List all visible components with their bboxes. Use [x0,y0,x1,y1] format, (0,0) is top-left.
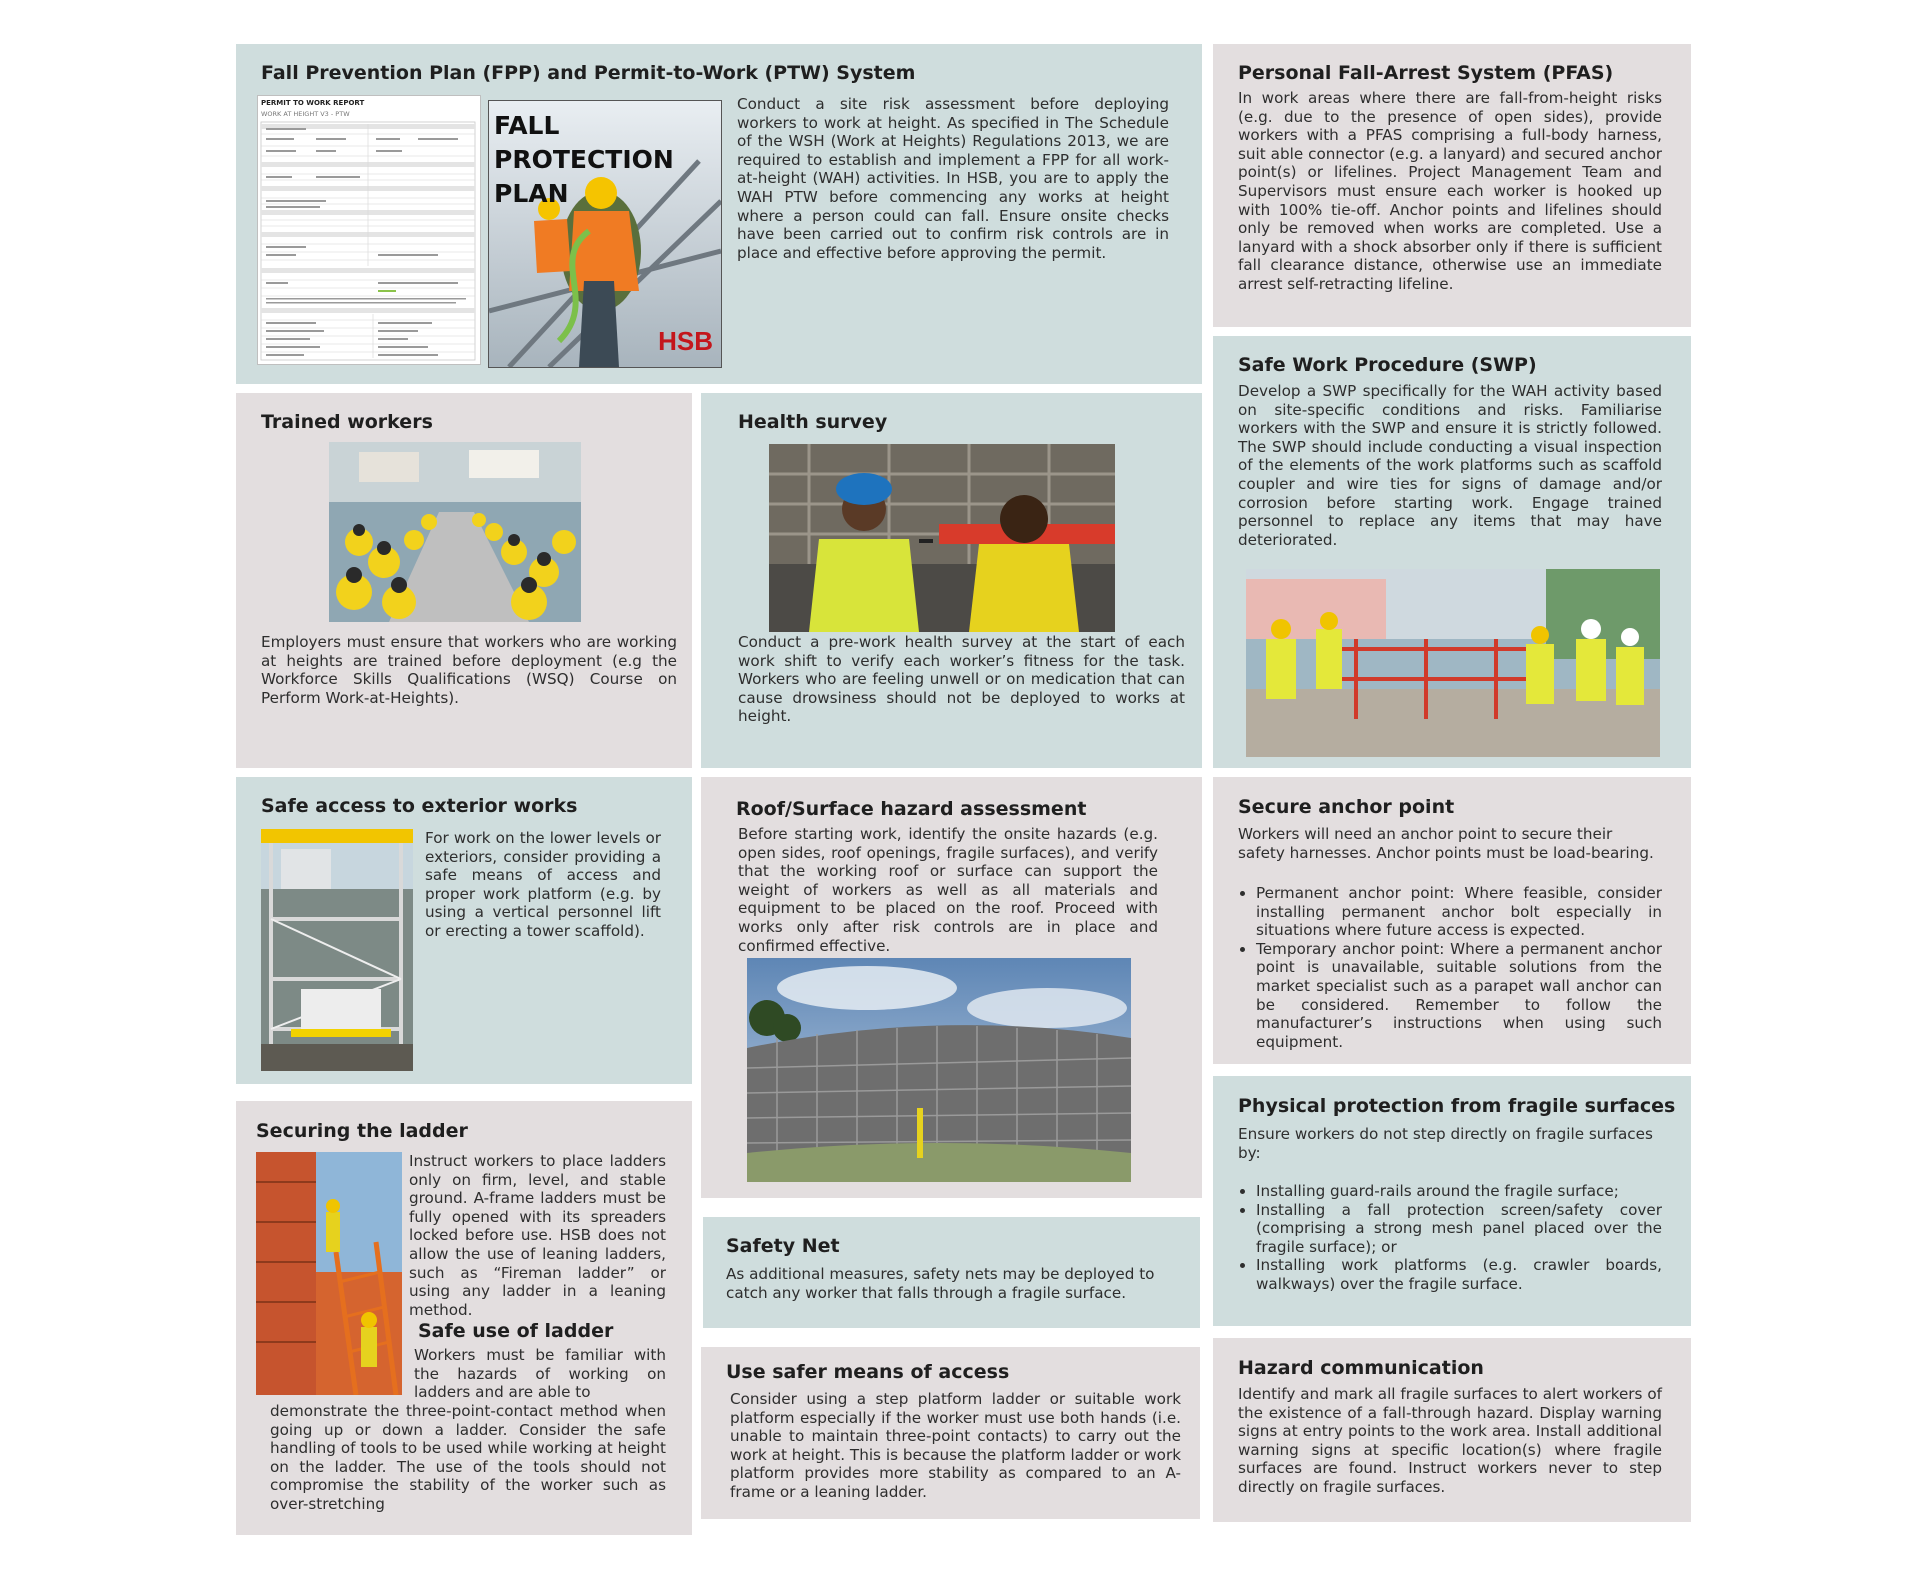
access-body: For work on the lower levels or exteriors, consider providing a safe means of access and proper work platform (e.g. by using a vertical personnel lift or erecting a tower scaffold). [425,829,661,940]
pfas-panel [1213,44,1691,327]
access-panel [236,777,692,1084]
anchor-list [1238,884,1662,1051]
pfas-title: Personal Fall-Arrest System (PFAS) [1238,62,1614,84]
safer-title: Use safer means of access [726,1361,1010,1383]
trained-title: Trained workers [261,411,433,433]
net-body: As additional measures, safety nets may be deployed to catch any worker that falls through a fragile surface. [726,1265,1155,1302]
roof-title: Roof/Surface hazard assessment [736,798,1087,820]
ladder-photo [256,1152,402,1395]
health-body: Conduct a pre-work health survey at the start of each work shift to verify each worker’s fitness for the task. Workers who are feeling unwell or on medication that can cause drowsiness should not be deployed to works at height. [738,633,1185,726]
list-item: • Installing work platforms (e.g. crawler boards, walkways) over the fragile surface. [1256,1256,1662,1293]
hazcom-body: Identify and mark all fragile surfaces to alert workers of the existence of a fall-through hazard. Display warning signs at entry points to the work area. Install additional warning signs at specific location(s) where fragile surfaces are found. Instruct workers never to step directly on fragile surfaces. [1238,1385,1662,1496]
net-title: Safety Net [726,1235,840,1257]
permit-report-form [258,120,480,364]
ladder-sub-body-b: demonstrate the three-point-contact method when going up or down a ladder. Consider the safe handling of tools to be used while working at height on the ladder. The use of the tools should not compromise the stability of the worker such as over-stretching [270,1402,666,1513]
fragile-intro: Ensure workers do not step directly on fragile surfaces by: [1238,1125,1653,1162]
permit-report-image [257,95,481,365]
health-survey-photo [769,444,1115,632]
trained-body: Employers must ensure that workers who are working at heights are trained before deployment (e.g the Workforce Skills Qualifications (WSQ) Course on Perform Work-at-Heights). [261,633,677,707]
ladder-subtitle: Safe use of ladder [418,1320,614,1342]
scaffold-inspection-photo [1246,569,1660,757]
health-panel [701,393,1202,768]
permit-report-subtitle: WORK AT HEIGHT V3 - PTW [261,110,350,118]
trained-panel [236,393,692,768]
net-panel [703,1217,1200,1328]
fpp-panel [236,44,1202,384]
safer-body: Consider using a step platform ladder or suitable work platform especially if the worker must use both hands (i.e. unable to maintain three-point contacts) to carry out the work at height. This is because the platform ladder or work platform provides more stability as compared to an A-frame or a leaning ladder. [730,1390,1181,1501]
fragile-panel [1213,1076,1691,1326]
fpp-title: Fall Prevention Plan (FPP) and Permit-to-Work (PTW) System [261,62,916,84]
ladder-panel [236,1101,692,1535]
pfas-body: In work areas where there are fall-from-height risks (e.g. due to the presence of open sides), provide workers with a PFAS comprising a full-body harness, suit able connector (e.g. a lanyard) and secured anchor point(s) or lifelines. Project Management Team and Supervisors must ensure each worker is hooked up with 100% tie-off. Anchor points and lifelines should only be removed when works are completed. Use a lanyard with a shock absorber only if there is sufficient fall clearance distance, otherwise use an immediate arrest self-retracting lifeline. [1238,89,1662,293]
swp-title: Safe Work Procedure (SWP) [1238,354,1537,376]
ladder-sub-body-a: Workers must be familiar with the hazards of working on ladders and are able to [414,1346,666,1402]
permit-report-title: PERMIT TO WORK REPORT [261,99,365,107]
cover-title: FALL PROTECTION PLAN [494,111,674,208]
hazcom-title: Hazard communication [1238,1357,1484,1379]
safer-panel [701,1347,1200,1519]
roof-netting-photo [747,958,1131,1182]
ladder-title: Securing the ladder [256,1120,468,1142]
hazcom-panel [1213,1338,1691,1522]
anchor-panel [1213,777,1691,1064]
health-title: Health survey [738,411,888,433]
fall-protection-plan-cover [488,100,722,368]
training-photo [329,442,581,622]
access-title: Safe access to exterior works [261,795,578,817]
tower-scaffold-photo [261,829,413,1071]
roof-body: Before starting work, identify the onsite hazards (e.g. open sides, roof openings, fragile surfaces), and verify that the working roof or surface can support the weight of workers as well as all materials and equipment to be placed on the roof. Proceed with works only after risk controls are in place and confirmed effective. [738,825,1158,955]
list-item: • Temporary anchor point: Where a permanent anchor point is unavailable, suitable solutions from the market specialist such as a parapet wall anchor can be considered. Remember to follow the manufacturer’s instructions when using such equipment. [1256,940,1662,1052]
fragile-list [1238,1182,1662,1294]
list-item: • Installing a fall protection screen/safety cover (comprising a strong mesh panel placed over the fragile surface); or [1256,1201,1662,1257]
swp-body: Develop a SWP specifically for the WAH activity based on site-specific conditions and risks. Familiarise workers with the SWP and ensure it is strictly followed. The SWP should include conducting a visual inspection of the elements of the work platforms such as scaffold coupler and wire ties for signs of damage and/or corrosion before starting work. Engage trained personnel to replace any items that may have deteriorated. [1238,382,1662,549]
anchor-intro: Workers will need an anchor point to secure their safety harnesses. Anchor points must be load-bearing. [1238,825,1654,862]
anchor-title: Secure anchor point [1238,796,1455,818]
list-item: • Installing guard-rails around the fragile surface; [1256,1182,1662,1201]
fragile-title: Physical protection from fragile surfaces [1238,1095,1676,1117]
fpp-body: Conduct a site risk assessment before deploying workers to work at height. As specified in The Schedule of the WSH (Work at Heights) Regulations 2013, we are required to establish and implement a FPP for all work-at-height (WAH) activities. In HSB, you are to apply the WAH PTW before commencing any works at height where a person could can fall. Ensure onsite checks have been carried out to confirm risk controls are in place and effective before approving the permit. [737,95,1169,262]
ladder-body: Instruct workers to place ladders only on firm, level, and stable ground. A-frame ladders must be fully opened with its spreaders locked before use. HSB does not allow the use of leaning ladders, such as “Fireman ladder” or using any ladder in a leaning method. [409,1152,666,1319]
roof-panel [701,777,1202,1198]
list-item: • Permanent anchor point: Where feasible, consider installing permanent anchor bolt especially in situations where future access is expected. [1256,884,1662,940]
hsb-logo: HSB [658,326,713,356]
swp-panel [1213,336,1691,768]
